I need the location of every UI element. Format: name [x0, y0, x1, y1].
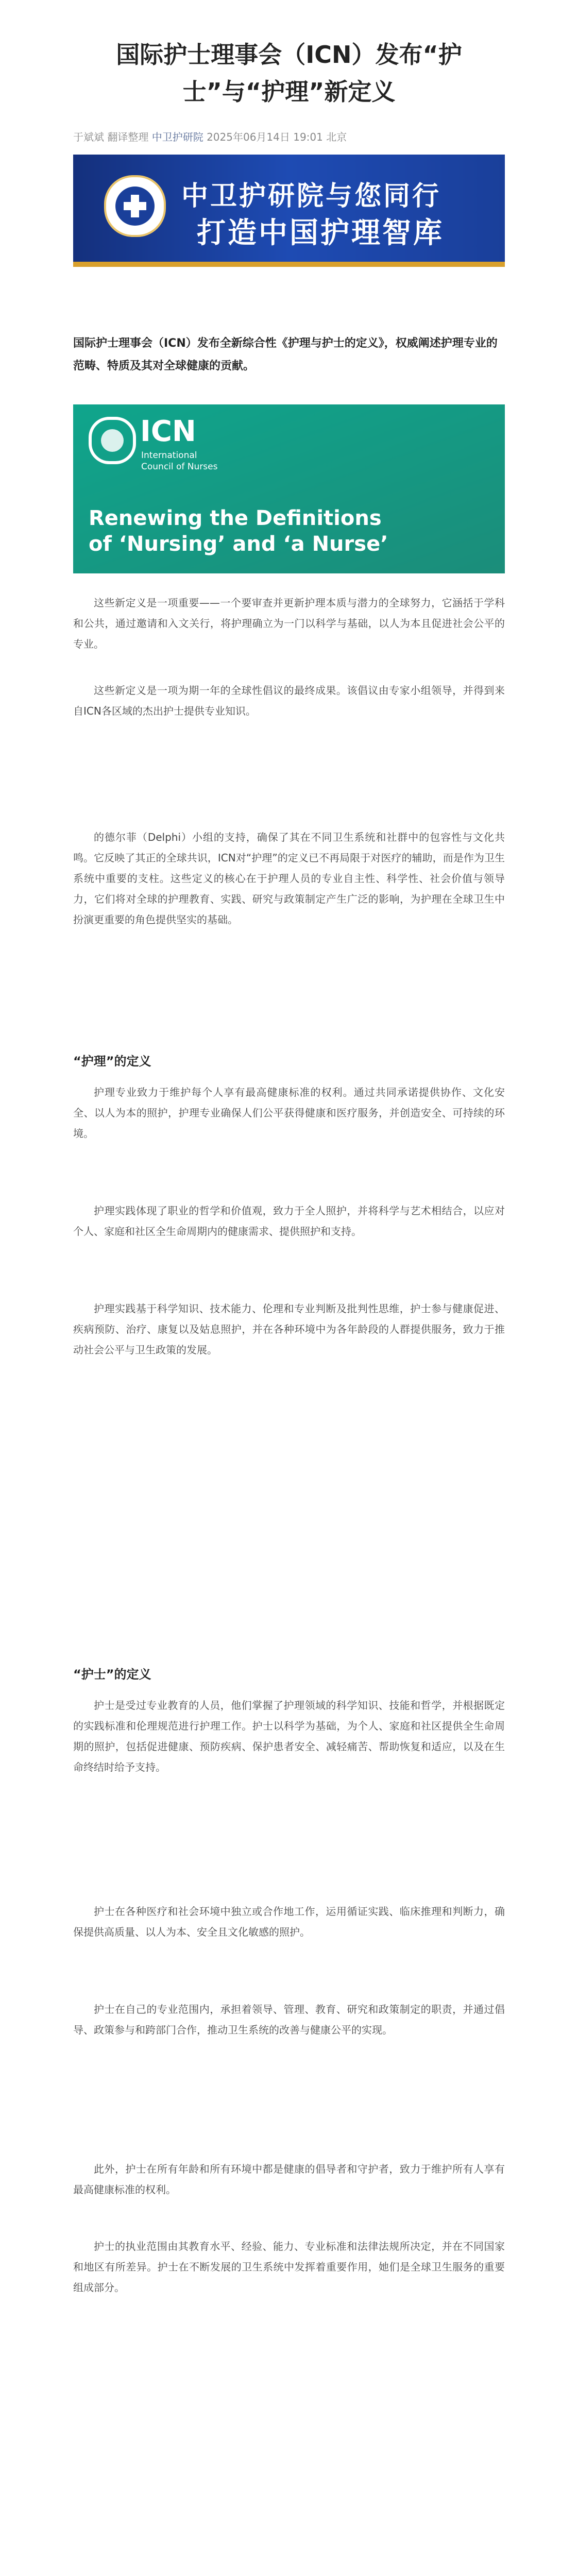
icn-full-name-line-2: Council of Nurses: [141, 462, 218, 472]
icn-cover-image: [73, 404, 505, 573]
article-meta: [73, 129, 505, 144]
paragraph: 护士是受过专业教育的人员，他们掌握了护理领域的科学知识、技能和哲学，并根据既定的实践标准和伦理规范进行护理工作。护士以科学为基础，为个人、家庭和社区提供全生命周期的照护，包括促进健康、预防疾病、保护患者安全、减轻痛苦、帮助恢复和适应，以及在生命终结时给予支持。: [73, 1699, 505, 1773]
author: 于斌斌: [73, 131, 104, 143]
paragraph: 此外，护士在所有年龄和所有环境中都是健康的倡导者和守护者，致力于维护所有人享有最高健康标准的权利。: [73, 2163, 505, 2196]
icn-headline-line-2: of ‘Nursing’ and ‘a Nurse’: [89, 532, 388, 556]
icn-headline: [89, 505, 388, 557]
section-heading-nurse: “护士”的定义: [73, 1667, 151, 1682]
paragraph: 护理实践基于科学知识、技术能力、伦理和专业判断及批判性思维，护士参与健康促进、疾病预防、治疗、康复以及姑息照护，并在各种环境中为各年龄段的人群提供服务，致力于推动社会公平与卫生政策的发展。: [73, 1302, 505, 1356]
header-banner: [73, 155, 505, 267]
paragraph: 护士在各种医疗和社会环境中独立或合作地工作，运用循证实践、临床推理和判断力，确保提供高质量、以人为本、安全且文化敏感的照护。: [73, 1905, 505, 1938]
paragraph: 护理实践体现了职业的哲学和价值观，致力于全人照护，并将科学与艺术相结合，以应对个人、家庭和社区全生命周期内的健康需求、提供照护和支持。: [73, 1205, 505, 1238]
paragraph: 护士在自己的专业范围内，承担着领导、管理、教育、研究和政策制定的职责，并通过倡导、政策参与和跨部门合作，推动卫生系统的改善与健康公平的实现。: [73, 2003, 505, 2036]
section-heading-nursing: “护理”的定义: [73, 1054, 151, 1069]
account-link[interactable]: 中卫护研院: [151, 131, 203, 143]
icn-logo-icon: [89, 417, 136, 464]
paragraph: 护理专业致力于维护每个人享有最高健康标准的权利。通过共同承诺提供协作、文化安全、以人为本的照护，护理专业确保人们公平获得健康和医疗服务，并创造安全、可持续的环境。: [73, 1086, 505, 1140]
icn-full-name: [141, 450, 217, 472]
paragraph: 这些新定义是一项为期一年的全球性倡议的最终成果。该倡议由专家小组领导，并得到来自ICN各区域的杰出护士提供专业知识。: [73, 684, 505, 717]
icn-headline-line-1: Renewing the Definitions: [89, 506, 382, 530]
intro-summary: 国际护士理事会（ICN）发布全新综合性《护理与护士的定义》，权威阐述护理专业的范畴、特质及其对全球健康的贡献。: [73, 337, 498, 372]
article-title: 国际护士理事会（ICN）发布“护士”与“护理”新定义: [116, 41, 462, 106]
paragraph: 的德尔菲（Delphi）小组的支持，确保了其在不同卫生系统和社群中的包容性与文化共鸣。它反映了其正的全球共识，ICN对“护理”的定义已不再局限于对医疗的辅助，而是作为卫生系统中重要的支柱。这些定义的核心在于护理人员的专业自主性、科学性、社会价值与领导力，它们将对全球的护理教育、实践、研究与政策制定产生广泛的影响，为护理在全球卫生中扮演更重要的角色提供坚实的基础。: [73, 831, 505, 926]
icn-full-name-line-1: International: [141, 450, 197, 461]
banner-line-2: 打造中国护理智库: [197, 216, 444, 250]
paragraph: 这些新定义是一项重要——一个要审查并更新护理本质与潜力的全球努力，它涵括于学科和公共，通过邀请和入文关行，将护理确立为一门以科学与基础，以人为本且促进社会公平的专业。: [73, 597, 505, 650]
publish-date: 2025年06月14日 19:01 北京: [207, 131, 347, 143]
translator: 翻译整理: [107, 131, 149, 143]
nursing-institute-logo-icon: [104, 175, 166, 237]
icn-acronym: ICN: [140, 415, 196, 448]
banner-line-1: 中卫护研院与您同行: [181, 181, 441, 212]
paragraph: 护士的执业范围由其教育水平、经验、能力、专业标准和法律法规所决定，并在不同国家和地区有所差异。护士在不断发展的卫生系统中发挥着重要作用，她们是全球卫生服务的重要组成部分。: [73, 2240, 505, 2294]
